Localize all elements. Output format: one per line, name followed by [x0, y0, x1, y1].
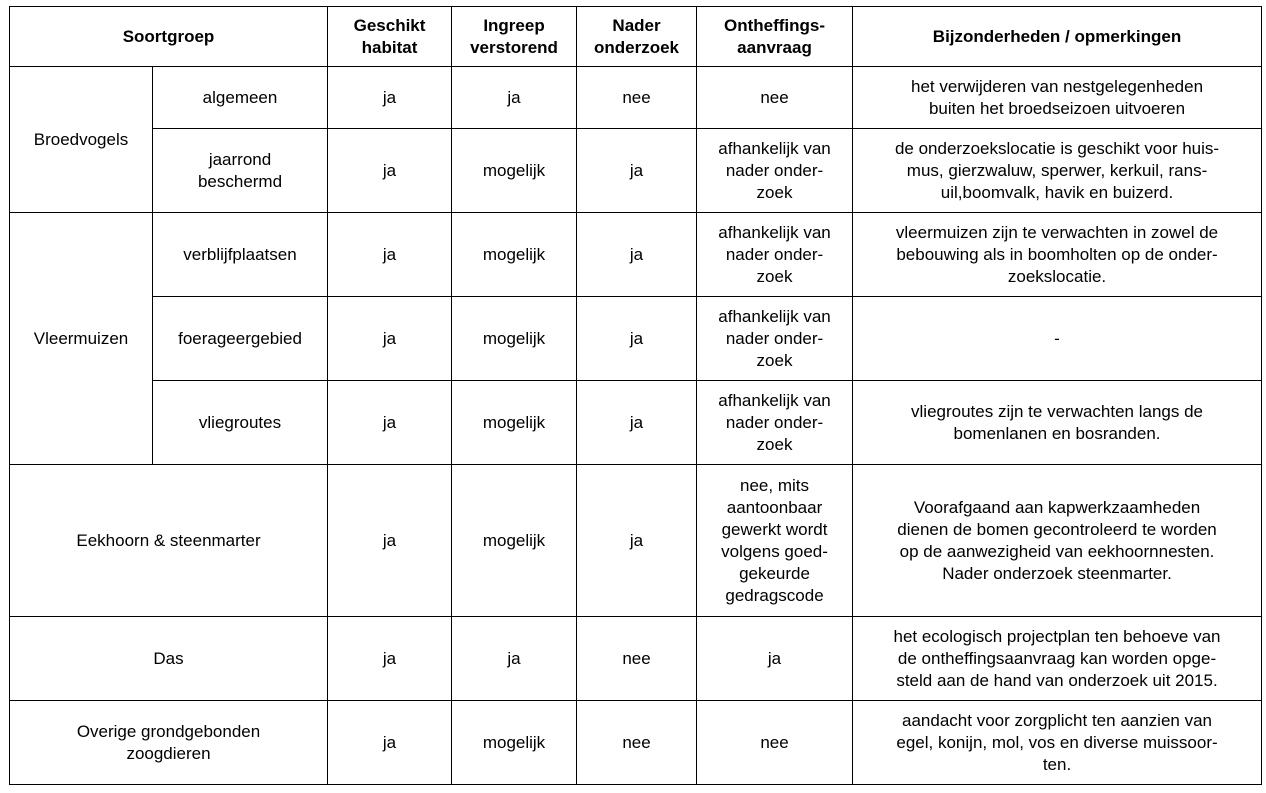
ontheffing-cell: nee, mits aantoonbaar gewerkt wordt volgens goed- gekeurde gedragscode — [697, 465, 853, 617]
table-row — [10, 129, 1262, 213]
subgroup-cell: jaarrond beschermd — [153, 129, 328, 213]
opmerking-cell: - — [853, 297, 1262, 381]
ingreep-cell: mogelijk — [452, 129, 577, 213]
table-row — [10, 617, 1262, 701]
header-ontheffingsaanvraag: Ontheffings- aanvraag — [697, 7, 853, 67]
opmerking-cell: het verwijderen van nestgelegenheden buiten het broedseizoen uitvoeren — [853, 67, 1262, 129]
ontheffing-cell: afhankelijk van nader onder- zoek — [697, 297, 853, 381]
ingreep-cell: mogelijk — [452, 297, 577, 381]
table-row — [10, 465, 1262, 617]
opmerking-cell: het ecologisch projectplan ten behoeve van de ontheffingsaanvraag kan worden opge- steld aan de hand van onderzoek uit 2015. — [853, 617, 1262, 701]
subgroup-cell: algemeen — [153, 67, 328, 129]
header-row — [10, 7, 1262, 67]
table-row — [10, 213, 1262, 297]
habitat-cell: ja — [328, 701, 452, 785]
ingreep-cell: mogelijk — [452, 381, 577, 465]
nader-cell: ja — [577, 129, 697, 213]
group-overige-zoogdieren: Overige grondgebonden zoogdieren — [10, 701, 328, 785]
habitat-cell: ja — [328, 297, 452, 381]
ingreep-cell: mogelijk — [452, 465, 577, 617]
habitat-cell: ja — [328, 617, 452, 701]
header-bijzonderheden: Bijzonderheden / opmerkingen — [853, 7, 1262, 67]
nader-cell: nee — [577, 67, 697, 129]
habitat-cell: ja — [328, 381, 452, 465]
ontheffing-cell: nee — [697, 67, 853, 129]
opmerking-cell: vleermuizen zijn te verwachten in zowel de bebouwing als in boomholten op de onder- zoekslocatie. — [853, 213, 1262, 297]
subgroup-cell: vliegroutes — [153, 381, 328, 465]
ingreep-cell: mogelijk — [452, 701, 577, 785]
ontheffing-cell: nee — [697, 701, 853, 785]
header-geschikt-habitat: Geschikt habitat — [328, 7, 452, 67]
table-row — [10, 297, 1262, 381]
nader-cell: ja — [577, 213, 697, 297]
header-nader-onderzoek: Nader onderzoek — [577, 7, 697, 67]
header-soortgroep: Soortgroep — [10, 7, 328, 67]
ingreep-cell: ja — [452, 617, 577, 701]
habitat-cell: ja — [328, 67, 452, 129]
subgroup-cell: foerageergebied — [153, 297, 328, 381]
header-ingreep-verstorend: Ingreep verstorend — [452, 7, 577, 67]
table-row — [10, 381, 1262, 465]
nader-cell: nee — [577, 701, 697, 785]
group-das: Das — [10, 617, 328, 701]
species-assessment-table — [9, 6, 1262, 785]
opmerking-cell: de onderzoekslocatie is geschikt voor huis- mus, gierzwaluw, sperwer, kerkuil, rans- uil,boomvalk, havik en buizerd. — [853, 129, 1262, 213]
subgroup-cell: verblijfplaatsen — [153, 213, 328, 297]
ingreep-cell: ja — [452, 67, 577, 129]
ontheffing-cell: ja — [697, 617, 853, 701]
group-vleermuizen: Vleermuizen — [10, 213, 153, 465]
opmerking-cell: vliegroutes zijn te verwachten langs de bomenlanen en bosranden. — [853, 381, 1262, 465]
habitat-cell: ja — [328, 465, 452, 617]
table-row — [10, 67, 1262, 129]
group-eekhoorn-steenmarter: Eekhoorn & steenmarter — [10, 465, 328, 617]
opmerking-cell: aandacht voor zorgplicht ten aanzien van egel, konijn, mol, vos en diverse muissoor- ten. — [853, 701, 1262, 785]
nader-cell: ja — [577, 465, 697, 617]
ontheffing-cell: afhankelijk van nader onder- zoek — [697, 129, 853, 213]
habitat-cell: ja — [328, 213, 452, 297]
group-broedvogels: Broedvogels — [10, 67, 153, 213]
table-row — [10, 701, 1262, 785]
nader-cell: nee — [577, 617, 697, 701]
ontheffing-cell: afhankelijk van nader onder- zoek — [697, 381, 853, 465]
ingreep-cell: mogelijk — [452, 213, 577, 297]
ontheffing-cell: afhankelijk van nader onder- zoek — [697, 213, 853, 297]
habitat-cell: ja — [328, 129, 452, 213]
nader-cell: ja — [577, 381, 697, 465]
opmerking-cell: Voorafgaand aan kapwerkzaamheden dienen de bomen gecontroleerd te worden op de aanwezigheid van eekhoornnesten. Nader onderzoek steenmarter. — [853, 465, 1262, 617]
nader-cell: ja — [577, 297, 697, 381]
